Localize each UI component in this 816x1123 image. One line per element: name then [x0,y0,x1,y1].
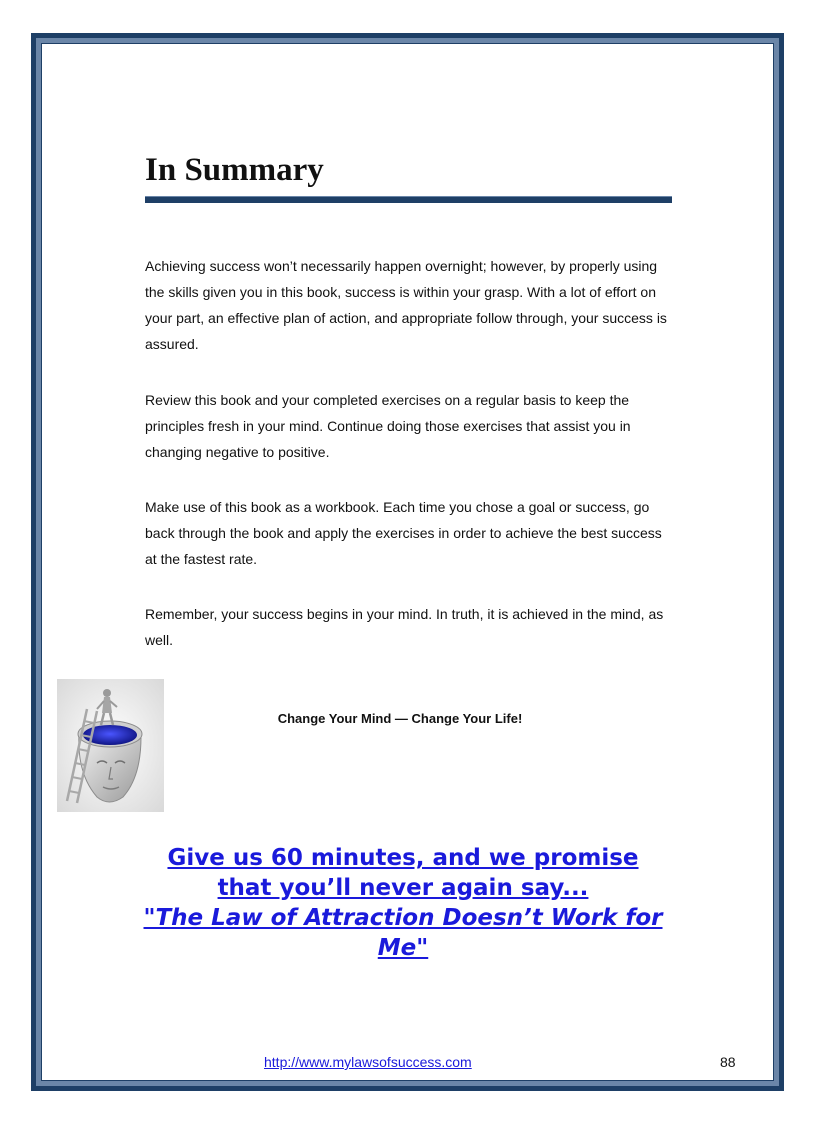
paragraph-4: Remember, your success begins in your mind. In truth, it is achieved in the mind, as well. [145,606,664,648]
paragraph-2: Review this book and your completed exercises on a regular basis to keep the principles fresh in your mind. Continue doing those exercises that assist you in changing negative to positive. [145,392,631,460]
head-with-ladder-illustration [57,679,164,812]
promo-line-3[interactable]: "The Law of Attraction Doesn’t Work for [143,905,663,931]
paragraph-3: Make use of this book as a workbook. Each time you chose a goal or success, go back through the book and apply the exercises in order to achieve the best success at the fastest rate. [145,499,662,567]
promo-line-1[interactable]: Give us 60 minutes, and we promise [167,845,639,871]
promo-line-4[interactable]: Me" [377,935,429,961]
paragraph-1: Achieving success won’t necessarily happen overnight; however, by properly using the skills given you in this book, success is within your grasp. With a lot of effort on your part, an effective plan of action, and appropriate follow through, your success is assured. [145,258,667,352]
promo-link[interactable] [120,843,686,963]
footer-url-link[interactable]: http://www.mylawsofsuccess.com [264,1054,472,1070]
page-number: 88 [720,1054,736,1070]
slogan: Change Your Mind — Change Your Life! [277,711,523,726]
promo-line-2[interactable]: that you’ll never again say... [217,875,589,901]
title-underline [145,196,672,203]
page-title: In Summary [145,152,324,188]
